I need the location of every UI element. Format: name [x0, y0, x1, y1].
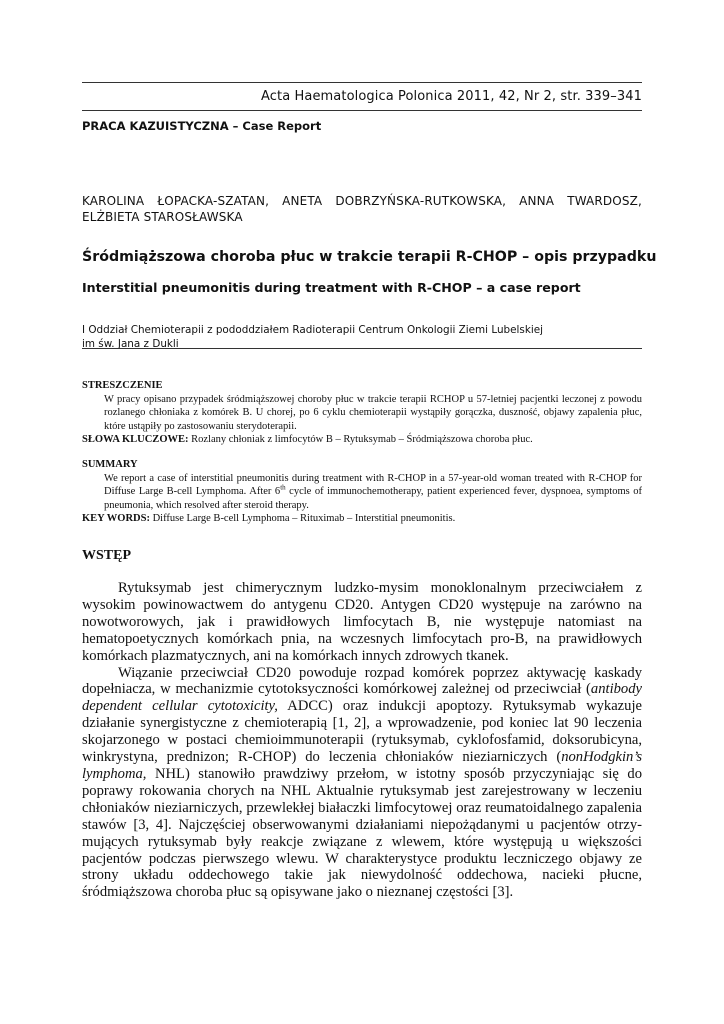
intro-p2-italic-adcc: antibody dependent cellular cytotoxicity, — [82, 681, 642, 715]
abstract-polish-heading: STRESZCZENIE — [82, 380, 163, 391]
keywords-english-values: Diffuse Large B-cell Lymphoma – Rituximab – Interstitial pneumonitis. — [149, 513, 456, 524]
keywords-polish — [82, 433, 642, 447]
intro-p2-segment-c: ADCC) oraz indukcji apoptozy. Rytuksymab wykazuje działanie synergistyczne z chemioterapią [1, 2], a wprowadzenie, pod koniec lat 90 leczenia skojarzonego w postaci chemioimmunoterapii (rytuksymab, cyklofosfamid, doksorubicyna, winkrystyna, prednizon; R-CHOP) do leczenia chłoniaków nieziarniczych ( — [82, 698, 642, 766]
abstract-english-superscript: th — [280, 483, 286, 492]
abstract-english-text-part-1: We report a case of interstitial pneumonitis during treatment with R-CHOP in a 57-year-old woman treated with R-CHOP for Diffuse Large B-cell Lymphoma. After 6 — [104, 472, 642, 497]
intro-paragraph-2 — [82, 665, 642, 902]
header-top-rule — [82, 82, 642, 83]
abstract-polish-text: W pracy opisano przypadek śródmiąższowej choroby płuc w trakcie terapii RCHOP u 57-letniej pacjentki leczonej z powodu rozlanego chłoniaka z komórek B. U chorej, po 6 cyklu chemioterapii wystąpiły gorączka, duszność, objawy zapalenia płuc, które ustąpiły po zastosowaniu sterydoterapii. — [104, 393, 642, 432]
journal-citation: Acta Haematologica Polonica 2011, 42, Nr 2, str. 339–341 — [261, 89, 642, 104]
intro-p2-italic-nhl: nonHodgkin’s lymphoma, — [82, 749, 642, 782]
intro-p2-segment-a: Wiązanie przeciwciał CD20 powoduje rozpad komórek poprzez aktywację kaskady dopełniacza, w mechanizmie cytotoksyczności komórkowej zależnej od przeciwciał ( — [82, 664, 642, 698]
affiliation — [82, 323, 642, 351]
author-list — [82, 193, 642, 225]
abstract-english — [82, 458, 642, 526]
intro-paragraph-1: Rytuksymab jest chimerycznym ludzko-mysim monoklonalnym przeciwciałem z wysokim powinowactwem do antygenu CD20. Antygen CD20 występuje na zarówno na nowotworowych, jak i prawidłowych limfocytach B, nie występuje natomiast na hematopoetycznych komórkach pnia, na wczesnych limfocytach pro-B, na prawidłowych komórkach plazmatycznych, ani na komórkach innych zdrowych tkanek. — [82, 580, 642, 664]
intro-heading: WSTĘP — [82, 548, 132, 563]
intro-body — [82, 580, 642, 901]
abstract-english-text — [82, 472, 642, 513]
keywords-polish-label: SŁOWA KLUCZOWE: — [82, 434, 189, 445]
title-polish: Śródmiąższowa choroba płuc w trakcie terapii R-CHOP – opis przypadku — [82, 249, 657, 265]
title-english: Interstitial pneumonitis during treatment with R-CHOP – a case report — [82, 280, 581, 295]
abstract-english-text-part-2: cycle of immunochemotherapy, patient experienced fever, dyspnoea, symptoms of pneumonia, which resolved after steroid therapy. — [104, 486, 642, 511]
keywords-polish-values: Rozlany chłoniak z limfocytów B – Rytuksymab – Śródmiąższowa choroba płuc. — [188, 434, 533, 445]
authors-line-2: ELŻBIETA STAROSŁAWSKA — [82, 210, 243, 224]
abstract-polish — [82, 379, 642, 447]
affiliation-rule — [82, 348, 642, 349]
abstract-english-heading: SUMMARY — [82, 459, 138, 470]
article-type: PRACA KAZUISTYCZNA – Case Report — [82, 119, 322, 133]
affiliation-line-1: I Oddział Chemioterapii z pododdziałem Radioterapii Centrum Onkologii Ziemi Lubelskiej — [82, 324, 544, 336]
keywords-english — [82, 512, 642, 526]
affiliation-line-2: im św. Jana z Dukli — [82, 338, 179, 350]
authors-line-1: KAROLINA ŁOPACKA-SZATAN, ANETA DOBRZYŃSKA-RUTKOWSKA, ANNA TWARDOSZ, — [82, 194, 642, 208]
header-bottom-rule — [82, 110, 642, 111]
intro-p2-segment-e: NHL) stanowiło prawdziwy przełom, w istotny sposób przyczyniając się do poprawy rokowania chorych na NHL Aktualnie rytuksymab jest zarejestrowany w leczeniu chłoniaków nieziarniczych, przewlekłej białaczki limfocytowej oraz reumatoidalnego zapalenia stawów [3, 4]. Najczęściej obserwowanymi działaniami niepożądanymi u pacjentów otrzymujących rytuksymab były reakcje związane z wlewem, które występują u większości pacjentów podczas pierwszego wlewu. W charakterystyce produktu leczniczego objawy ze strony układu oddechowego takie jak niewydolność oddechowa, nacieki płucne, śródmiąższowa choroba płuc są opisywane jako o nieznanej częstości [3]. — [82, 765, 642, 901]
keywords-english-label: KEY WORDS: — [82, 513, 150, 524]
